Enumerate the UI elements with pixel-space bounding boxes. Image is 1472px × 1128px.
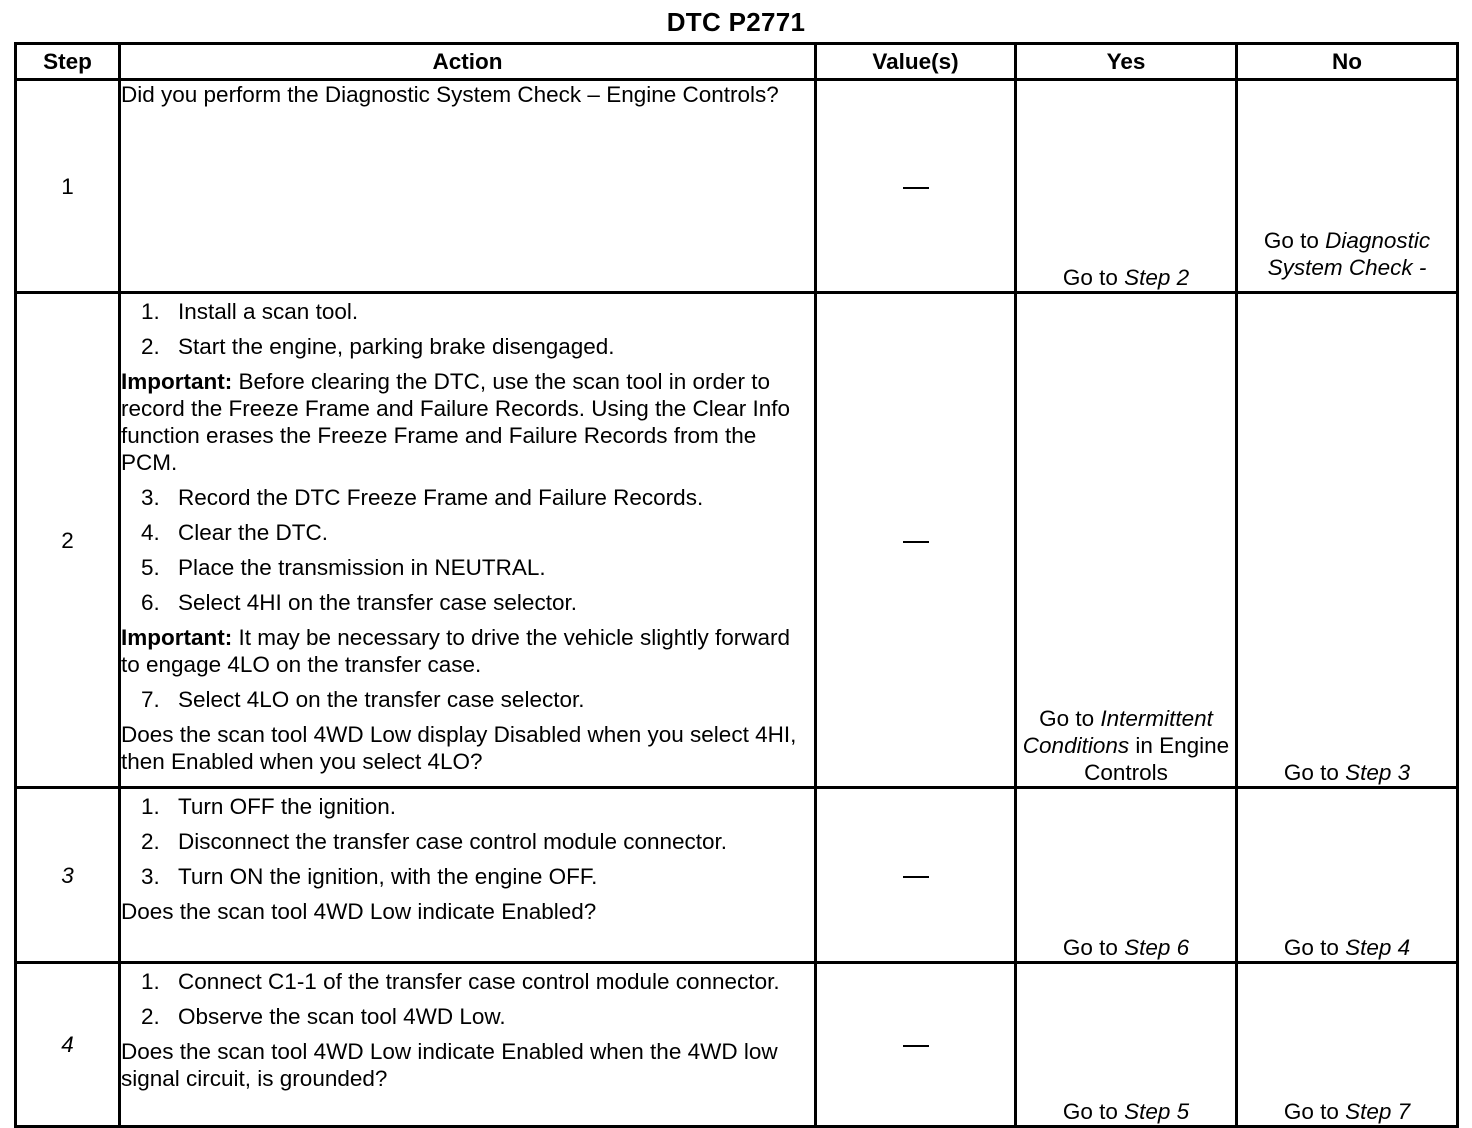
step-number: 1	[16, 80, 120, 293]
action-step: 1. Connect C1-1 of the transfer case control module connector.	[141, 969, 780, 994]
no-link[interactable]: Diagnostic System Check -	[1267, 228, 1431, 280]
action-step: 5. Place the transmission in NEUTRAL.	[141, 555, 546, 580]
action-steps	[121, 686, 814, 713]
table-row	[16, 963, 1458, 1127]
action-step: 2. Observe the scan tool 4WD Low.	[141, 1004, 506, 1029]
action-step: 2. Disconnect the transfer case control module connector.	[141, 829, 728, 854]
no-prefix: Go to	[1283, 1099, 1346, 1124]
value-cell	[816, 788, 1016, 963]
step-number: 4	[16, 963, 120, 1127]
action-question: Does the scan tool 4WD Low indicate Enabled when the 4WD low signal circuit, is grounded?	[121, 1039, 778, 1091]
action-question: Does the scan tool 4WD Low display Disabled when you select 4HI, then Enabled when you select 4LO?	[121, 722, 797, 774]
value-cell	[816, 293, 1016, 788]
action-steps	[121, 793, 814, 890]
no-cell	[1237, 788, 1458, 963]
no-link[interactable]: Step 7	[1345, 1099, 1411, 1124]
action-step: 7. Select 4LO on the transfer case selector.	[141, 687, 585, 712]
header-action: Action	[120, 44, 816, 80]
yes-prefix: Go to	[1062, 935, 1125, 960]
yes-link[interactable]: Step 5	[1124, 1099, 1190, 1124]
value-dash	[903, 876, 929, 878]
important-note: Important: Before clearing the DTC, use the scan tool in order to record the Freeze Frame and Failure Records. Using the Clear Info function erases the Freeze Frame and Failure Records from the PCM.	[121, 369, 791, 475]
value-dash	[903, 187, 929, 189]
action-question: Did you perform the Diagnostic System Check – Engine Controls?	[121, 82, 779, 107]
no-prefix: Go to	[1283, 935, 1346, 960]
action-steps	[121, 484, 814, 616]
yes-prefix: Go to	[1062, 1099, 1125, 1124]
yes-cell	[1016, 963, 1237, 1127]
value-cell	[816, 80, 1016, 293]
yes-cell	[1016, 80, 1237, 293]
no-link[interactable]: Step 4	[1345, 935, 1411, 960]
no-prefix: Go to	[1263, 228, 1326, 253]
action-cell	[120, 788, 816, 963]
action-cell	[120, 963, 816, 1127]
table-row	[16, 293, 1458, 788]
yes-prefix: Go to	[1039, 706, 1101, 731]
yes-link[interactable]: Intermittent Conditions	[1022, 706, 1213, 758]
step-number: 2	[16, 293, 120, 788]
no-cell	[1237, 293, 1458, 788]
header-row	[16, 44, 1458, 80]
yes-cell	[1016, 788, 1237, 963]
action-step: 2. Start the engine, parking brake disengaged.	[141, 334, 615, 359]
step-number: 3	[16, 788, 120, 963]
no-cell	[1237, 963, 1458, 1127]
yes-suffix: in Engine Controls	[1084, 733, 1230, 785]
yes-prefix: Go to	[1062, 265, 1125, 290]
no-cell	[1237, 80, 1458, 293]
yes-link[interactable]: Step 2	[1124, 265, 1190, 290]
header-no: No	[1237, 44, 1458, 80]
action-step: 1. Turn OFF the ignition.	[141, 794, 397, 819]
action-question: Does the scan tool 4WD Low indicate Enabled?	[121, 899, 597, 924]
important-note: Important: It may be necessary to drive the vehicle slightly forward to engage 4LO on the transfer case.	[121, 625, 790, 677]
table-row	[16, 80, 1458, 293]
page-title: DTC P2771	[666, 7, 806, 37]
action-step: 3. Record the DTC Freeze Frame and Failure Records.	[141, 485, 704, 510]
no-link[interactable]: Step 3	[1345, 760, 1411, 785]
value-cell	[816, 963, 1016, 1127]
header-values: Value(s)	[816, 44, 1016, 80]
action-step: 4. Clear the DTC.	[141, 520, 329, 545]
yes-cell	[1016, 293, 1237, 788]
header-step: Step	[16, 44, 120, 80]
action-cell	[120, 293, 816, 788]
value-dash	[903, 541, 929, 543]
action-step: 3. Turn ON the ignition, with the engine OFF.	[141, 864, 598, 889]
table-row	[16, 788, 1458, 963]
value-dash	[903, 1045, 929, 1047]
no-prefix: Go to	[1283, 760, 1346, 785]
action-step: 6. Select 4HI on the transfer case selector.	[141, 590, 577, 615]
action-cell	[120, 80, 816, 293]
action-steps	[121, 968, 814, 1030]
action-step: 1. Install a scan tool.	[141, 299, 359, 324]
yes-link[interactable]: Step 6	[1124, 935, 1190, 960]
action-steps	[121, 298, 814, 360]
diagnostic-table	[14, 42, 1459, 1128]
header-yes: Yes	[1016, 44, 1237, 80]
